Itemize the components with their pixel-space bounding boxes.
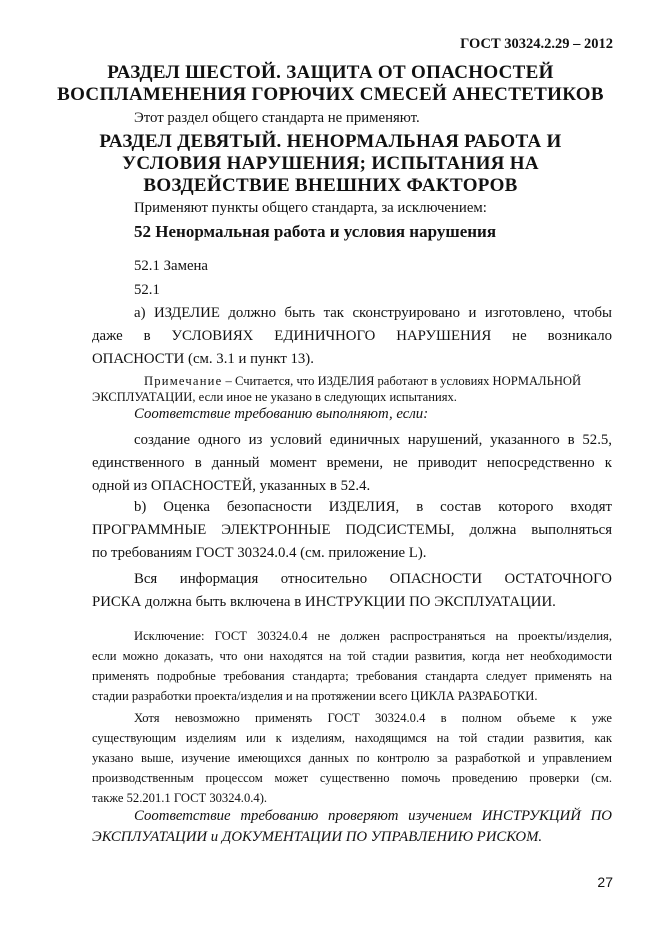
item-a-line-3: ОПАСНОСТИ (см. 3.1 и пункт 13). — [92, 351, 314, 367]
clause-52-heading: 52 Ненормальная работа и условия нарушения — [134, 222, 497, 241]
section-9-title-line-3: ВОЗДЕЙСТВИЕ ВНЕШНИХ ФАКТОРОВ — [143, 175, 518, 196]
although-line-2: существующим изделиям или к изделиям, находящимся на той стадии развития, как — [92, 731, 612, 745]
section-6-title — [0, 62, 661, 106]
item-a-line-2: даже в УСЛОВИЯХ ЕДИНИЧНОГО НАРУШЕНИЯ не возникало — [92, 328, 612, 344]
exception-line-4: стадии разработки проекта/изделия и на протяжении всего ЦИКЛА РАЗРАБОТКИ. — [92, 689, 538, 703]
compliance-statement-1: Соответствие требованию выполняют, если: — [134, 406, 429, 422]
item-b-line-2: ПРОГРАММНЫЕ ЭЛЕКТРОННЫЕ ПОДСИСТЕМЫ, должна выполняться — [92, 522, 612, 538]
although-line-5: также 52.201.1 ГОСТ 30324.0.4). — [92, 791, 268, 805]
page-number: 27 — [597, 874, 613, 890]
section-6-text: Этот раздел общего стандарта не применяют. — [134, 110, 420, 126]
condition-line-1: создание одного из условий единичных нарушений, указанного в 52.5, — [134, 432, 612, 448]
section-9-text: Применяют пункты общего стандарта, за исключением: — [134, 200, 487, 216]
compliance-statement-2-line-2: ЭКСПЛУАТАЦИИ и ДОКУМЕНТАЦИИ ПО УПРАВЛЕНИЮ РИСКОМ. — [92, 829, 543, 845]
note-text: – Считается, что ИЗДЕЛИЯ работают в условиях НОРМАЛЬНОЙ — [222, 374, 582, 388]
section-9-title — [0, 131, 661, 197]
exception-line-3: применять подробные требования стандарта; требования стандарта следует применять на — [92, 669, 612, 683]
section-6-title-line-2: ВОСПЛАМЕНЕНИЯ ГОРЮЧИХ СМЕСЕЙ АНЕСТЕТИКОВ — [57, 84, 604, 105]
item-b-line-3: по требованиям ГОСТ 30324.0.4 (см. приложение L). — [92, 545, 427, 561]
document-code: ГОСТ 30324.2.29 – 2012 — [460, 36, 613, 52]
section-6-title-line-1: РАЗДЕЛ ШЕСТОЙ. ЗАЩИТА ОТ ОПАСНОСТЕЙ — [107, 62, 554, 83]
exception-line-1: Исключение: ГОСТ 30324.0.4 не должен распространяться на проекты/изделия, — [134, 629, 612, 643]
clause-52-1-number: 52.1 — [134, 282, 160, 298]
section-9-title-line-1: РАЗДЕЛ ДЕВЯТЫЙ. НЕНОРМАЛЬНАЯ РАБОТА И — [99, 131, 562, 152]
note-label: Примечание — [144, 374, 223, 388]
clause-52-1-replacement: 52.1 Замена — [134, 258, 208, 274]
although-line-1: Хотя невозможно применять ГОСТ 30324.0.4 в полном объеме к уже — [134, 711, 612, 725]
although-line-4: производственным процессом может существенно помочь проведению проверки (см. — [92, 771, 612, 785]
item-a-line-1: a) ИЗДЕЛИЕ должно быть так сконструировано и изготовлено, чтобы — [134, 305, 612, 321]
residual-risk-line-1: Вся информация относительно ОПАСНОСТИ ОСТАТОЧНОГО — [134, 571, 612, 587]
section-9-title-line-2: УСЛОВИЯ НАРУШЕНИЯ; ИСПЫТАНИЯ НА — [122, 153, 539, 174]
compliance-statement-2-line-1: Соответствие требованию проверяют изучением ИНСТРУКЦИЙ ПО — [134, 808, 612, 824]
condition-line-2: единственного в данный момент времени, не приводит непосредственно к — [92, 455, 612, 471]
although-line-3: указано выше, изучение имеющихся данных по контролю за разработкой и управлением — [92, 751, 612, 765]
exception-line-2: если можно доказать, что они находятся на той стадии развития, когда нет необходимости — [92, 649, 612, 663]
residual-risk-line-2: РИСКА должна быть включена в ИНСТРУКЦИИ ПО ЭКСПЛУАТАЦИИ. — [92, 594, 556, 610]
item-b-line-1: b) Оценка безопасности ИЗДЕЛИЯ, в состав которого входят — [134, 499, 612, 515]
note-line-2: ЭКСПЛУАТАЦИИ, если иное не указано в следующих испытаниях. — [92, 390, 457, 404]
condition-line-3: одной из ОПАСНОСТЕЙ, указанных в 52.4. — [92, 478, 371, 494]
